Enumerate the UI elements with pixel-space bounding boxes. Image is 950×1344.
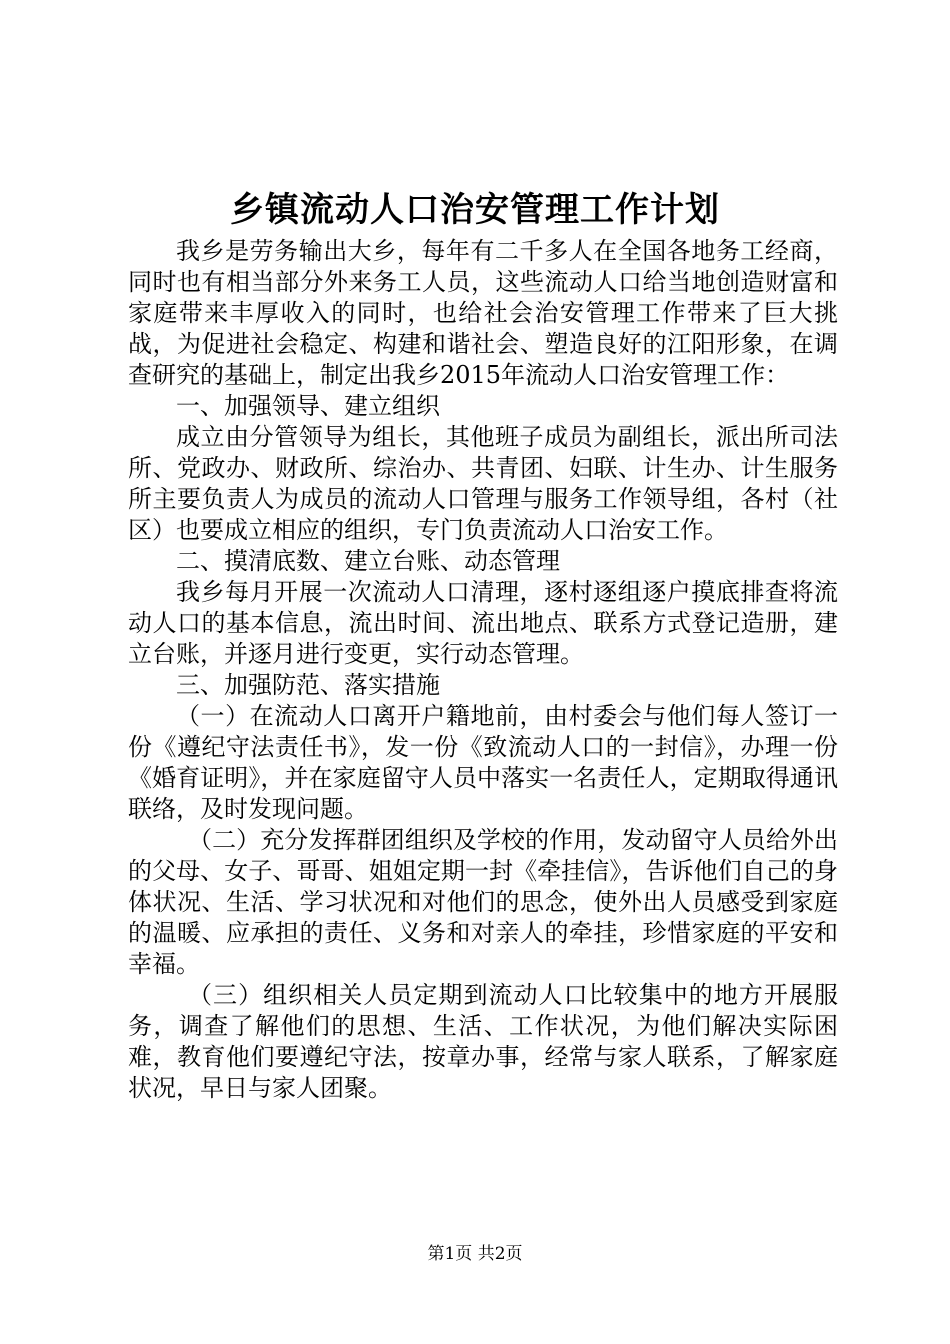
section-2-heading: 二、摸清底数、建立台账、动态管理 [176, 547, 560, 575]
page-footer: 第1页 共2页 [427, 1244, 523, 1264]
document-title: 乡镇流动人口治安管理工作计划 [230, 190, 720, 230]
section-1-heading: 一、加强领导、建立组织 [176, 392, 440, 420]
section-3-heading: 三、加强防范、落实措施 [176, 671, 440, 699]
section-2-body: 我乡每月开展一次流动人口清理，逐村逐组逐户摸底排查将流动人口的基本信息，流出时间、流出地点、联系方式登记造册，建立台账，并逐月进行变更，实行动态管理。 [128, 578, 838, 668]
section-3-item-2: （二）充分发挥群团组织及学校的作用，发动留守人员给外出的父母、女子、哥哥、姐姐定期一封《牵挂信》，告诉他们自己的身体状况、生活、学习状况和对他们的思念，使外出人员感受到家庭的温暖、应承担的责任、义务和对亲人的牵挂，珍惜家庭的平安和幸福。 [128, 826, 838, 978]
document-body [128, 236, 838, 1104]
section-1-body: 成立由分管领导为组长，其他班子成员为副组长，派出所司法所、党政办、财政所、综治办、共青团、妇联、计生办、计生服务所主要负责人为成员的流动人口管理与服务工作领导组，各村（社区）也要成立相应的组织，专门负责流动人口治安工作。 [128, 423, 838, 544]
section-3-item-1: （一）在流动人口离开户籍地前，由村委会与他们每人签订一份《遵纪守法责任书》，发一份《致流动人口的一封信》，办理一份《婚育证明》，并在家庭留守人员中落实一名责任人，定期取得通讯联络，及时发现问题。 [128, 702, 838, 823]
intro-paragraph: 我乡是劳务输出大乡，每年有二千多人在全国各地务工经商，同时也有相当部分外来务工人员，这些流动人口给当地创造财富和家庭带来丰厚收入的同时，也给社会治安管理工作带来了巨大挑战，为促进社会稳定、构建和谐社会、塑造良好的江阳形象，在调查研究的基础上，制定出我乡2015年流动人口治安管理工作： [128, 237, 838, 389]
section-3-item-3: （三）组织相关人员定期到流动人口比较集中的地方开展服务，调查了解他们的思想、生活、工作状况，为他们解决实际困难，教育他们要遵纪守法，按章办事，经常与家人联系，了解家庭状况，早日与家人团聚。 [128, 981, 838, 1102]
